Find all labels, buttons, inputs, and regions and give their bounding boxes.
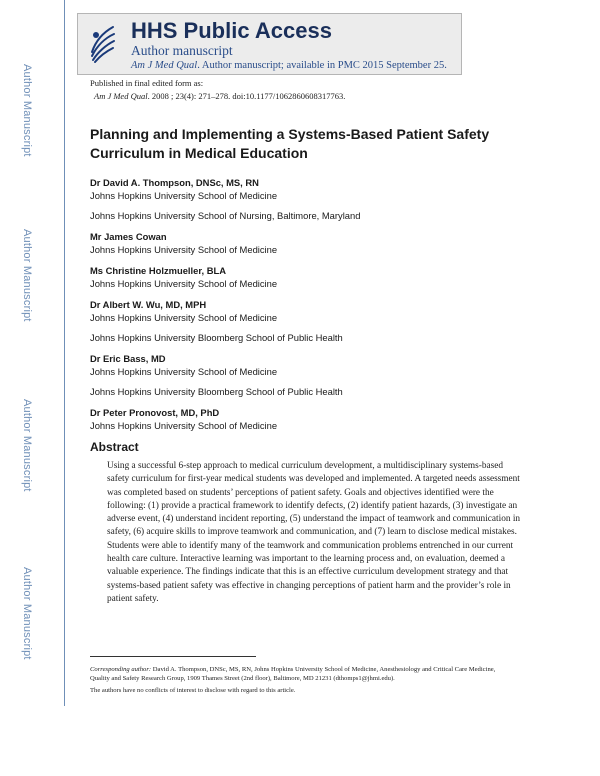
author-list bbox=[90, 176, 550, 432]
footnote bbox=[90, 665, 510, 695]
publication-info bbox=[90, 78, 345, 101]
author-name: Dr Eric Bass, MD bbox=[90, 353, 166, 364]
citation-details: . 2008 ; 23(4): 271–278. doi:10.1177/1062860608317763. bbox=[147, 91, 346, 101]
sidebar-label: Author Manuscript bbox=[21, 228, 33, 322]
author-affiliation: Johns Hopkins University School of Medicine bbox=[90, 190, 278, 201]
sidebar-label: Author Manuscript bbox=[21, 63, 33, 157]
author-affiliation: Johns Hopkins University School of Medicine bbox=[90, 278, 278, 289]
journal-name: Am J Med Qual bbox=[131, 60, 198, 71]
header-title: HHS Public Access bbox=[131, 18, 332, 43]
author-affiliation: Johns Hopkins University School of Medicine bbox=[90, 312, 278, 323]
header-subtitle: Author manuscript bbox=[131, 43, 233, 58]
author-affiliation: Johns Hopkins University Bloomberg School of Public Health bbox=[90, 332, 343, 343]
availability-text: . Author manuscript; available in PMC 2015 September 25. bbox=[197, 60, 447, 71]
footnote-label: Corresponding author: bbox=[90, 666, 152, 673]
author-name: Dr David A. Thompson, DNSc, MS, RN bbox=[90, 177, 259, 188]
author-affiliation: Johns Hopkins University School of Nursing, Baltimore, Maryland bbox=[90, 210, 361, 221]
footnote-divider bbox=[90, 656, 256, 657]
publication-intro: Published in final edited form as: bbox=[90, 78, 204, 88]
citation-journal: Am J Med Qual bbox=[94, 91, 148, 101]
footnote-text: David A. Thompson, DNSc, MS, RN, Johns Hopkins University School of Medicine, Anesthesiology and Critical Care Medicine, Quality and Safety Research Group, 1909 Thames Street (2nd floor), Baltimore, MD 21231 (dthomps1@jhmi.edu). bbox=[90, 666, 496, 682]
author-affiliation: Johns Hopkins University School of Medicine bbox=[90, 366, 278, 377]
author-name: Dr Peter Pronovost, MD, PhD bbox=[90, 407, 220, 418]
abstract-heading: Abstract bbox=[90, 440, 139, 454]
author-affiliation: Johns Hopkins University School of Medicine bbox=[90, 244, 278, 255]
hhs-eagle-icon bbox=[86, 22, 116, 66]
sidebar-label: Author Manuscript bbox=[21, 566, 33, 660]
hhs-header-banner bbox=[77, 13, 462, 75]
author-name: Mr James Cowan bbox=[90, 231, 167, 242]
author-name: Dr Albert W. Wu, MD, MPH bbox=[90, 299, 207, 310]
abstract-body: Using a successful 6-step approach to medical curriculum development, a multidisciplinary systems-based safety curriculum for first-year medical students was developed and implemented. A targeted needs assessment was completed based on students’ perceptions of patient safety. Goals and objectives identified were the following: (1) provide a practical framework to identify defects, (2) identify patient hazards, (3) investigate an adverse event, (4) understand incident reporting, (5) understand the impact of teamwork and communication in safety, (6) acquire skills to improve teamwork and communication, and (7) learn to disclose medical mistakes. Students were able to identify many of the teamwork and communication problems entrenched in our current health care culture. Interactive learning was important to the learning process and, on evaluation, deemed a valuable experience. The findings indicate that this is an effective curriculum development strategy and that systems-based patient safety was effective in changing perceptions of patient harm and the provider’s role in patient safety. bbox=[107, 461, 521, 604]
author-affiliation: Johns Hopkins University School of Medicine bbox=[90, 420, 278, 431]
margin-rule bbox=[64, 0, 65, 706]
citation-line bbox=[90, 91, 345, 101]
article-title: Planning and Implementing a Systems-Based Patient Safety Curriculum in Medical Education bbox=[90, 126, 490, 161]
author-affiliation: Johns Hopkins University Bloomberg School of Public Health bbox=[90, 386, 343, 397]
availability-line bbox=[131, 60, 447, 71]
author-name: Ms Christine Holzmueller, BLA bbox=[90, 265, 226, 276]
sidebar-label: Author Manuscript bbox=[21, 398, 33, 492]
conflict-disclosure: The authors have no conflicts of interest to disclose with regard to this article. bbox=[90, 687, 296, 694]
